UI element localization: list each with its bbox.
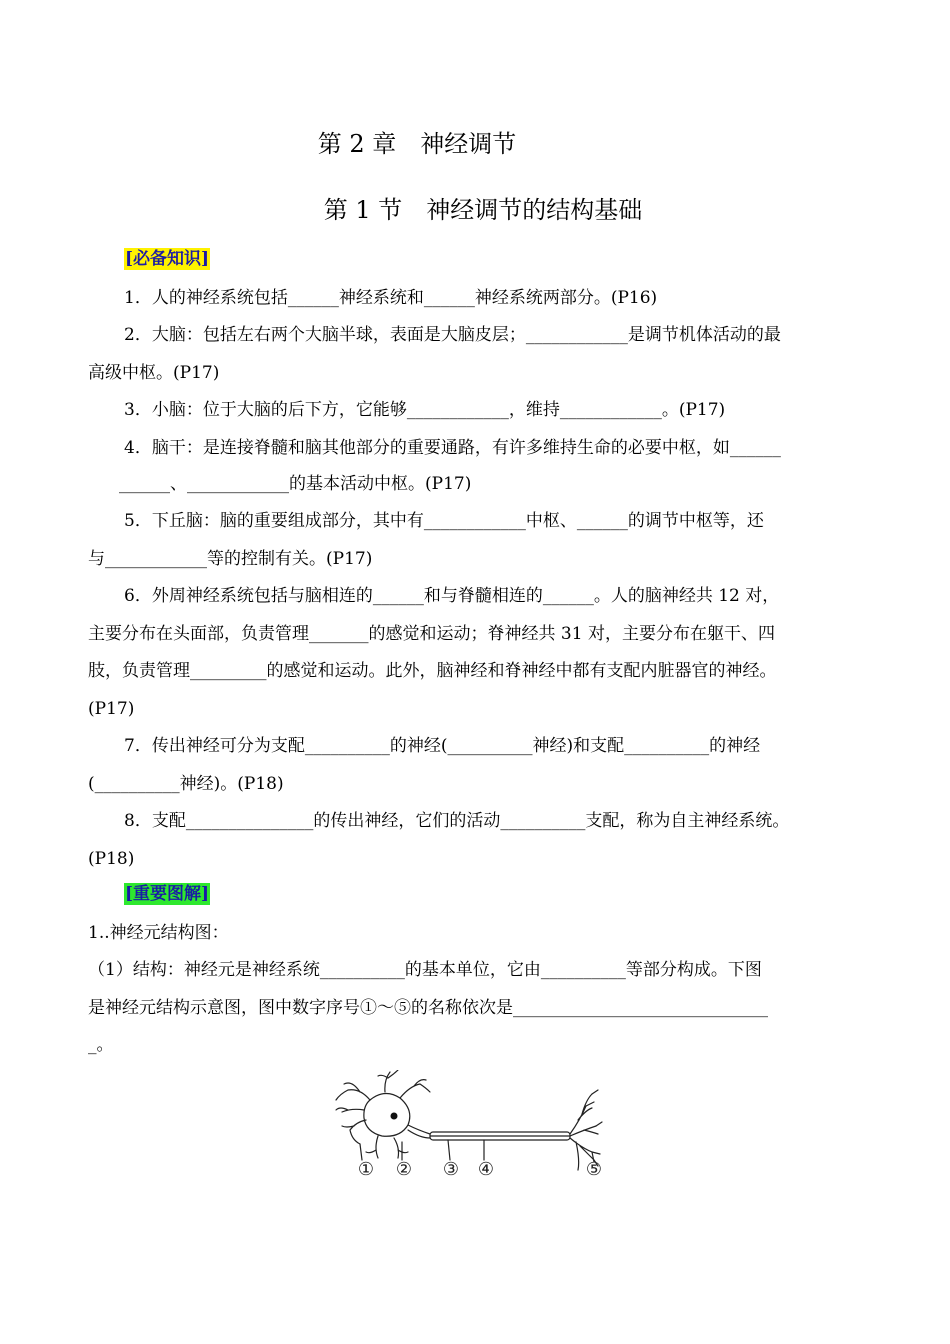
question-line: 2．大脑：包括左右两个大脑半球，表面是大脑皮层；____________是调节机体活动的最 [124,325,781,345]
question-line: 3．小脑：位于大脑的后下方，它能够____________，维持____________。(P17) [124,400,726,420]
key-diagram-tag: [重要图解] [125,884,210,904]
question-line: _。 [88,1035,114,1055]
question-line: (P17) [88,699,135,719]
question-line: 是神经元结构示意图，图中数字序号①～⑤的名称依次是______________________________ [88,998,768,1018]
question-line: 1..神经元结构图： [88,923,229,943]
question-line: 肢，负责管理_________的感觉和运动。此外，脑神经和脊神经中都有支配内脏器官的神经。 [88,661,777,681]
figure-label-4: ④ [477,1159,495,1180]
question-line: 5．下丘脑：脑的重要组成部分，其中有____________中枢、______的调节中枢等，还 [124,511,764,531]
essential-knowledge-tag: [必备知识] [125,249,210,269]
question-line: 4．脑干：是连接脊髓和脑其他部分的重要通路，有许多维持生命的必要中枢，如______ [124,438,781,458]
question-line: 高级中枢。(P17) [88,363,220,383]
question-line: 7．传出神经可分为支配__________的神经(__________神经)和支配__________的神经 [124,736,761,756]
figure-label-5: ⑤ [585,1159,603,1180]
question-line: 6．外周神经系统包括与脑相连的______和与脊髓相连的______。人的脑神经共 12 对， [124,586,780,606]
question-line: （1）结构：神经元是神经系统__________的基本单位，它由__________等部分构成。下图 [88,960,762,980]
question-line: ______、____________的基本活动中枢。(P17) [119,474,472,494]
section-title: 第 1 节 神经调节的结构基础 [323,196,643,224]
figure-label-2: ② [395,1159,413,1180]
question-line: 主要分布在头面部，负责管理_______的感觉和运动；脊神经共 31 对，主要分布在躯干、四 [88,624,775,644]
question-line: (P18) [88,849,135,869]
chapter-title: 第 2 章 神经调节 [317,130,517,158]
question-line: 1．人的神经系统包括______神经系统和______神经系统两部分。(P16) [124,288,658,308]
figure-label-1: ① [357,1159,375,1180]
question-line: 与____________等的控制有关。(P17) [88,549,373,569]
question-line: 8．支配_______________的传出神经，它们的活动__________支配，称为自主神经系统。 [124,811,790,831]
neuron-diagram [330,1070,620,1182]
figure-label-3: ③ [442,1159,460,1180]
question-line: (__________神经)。(P18) [88,774,284,794]
